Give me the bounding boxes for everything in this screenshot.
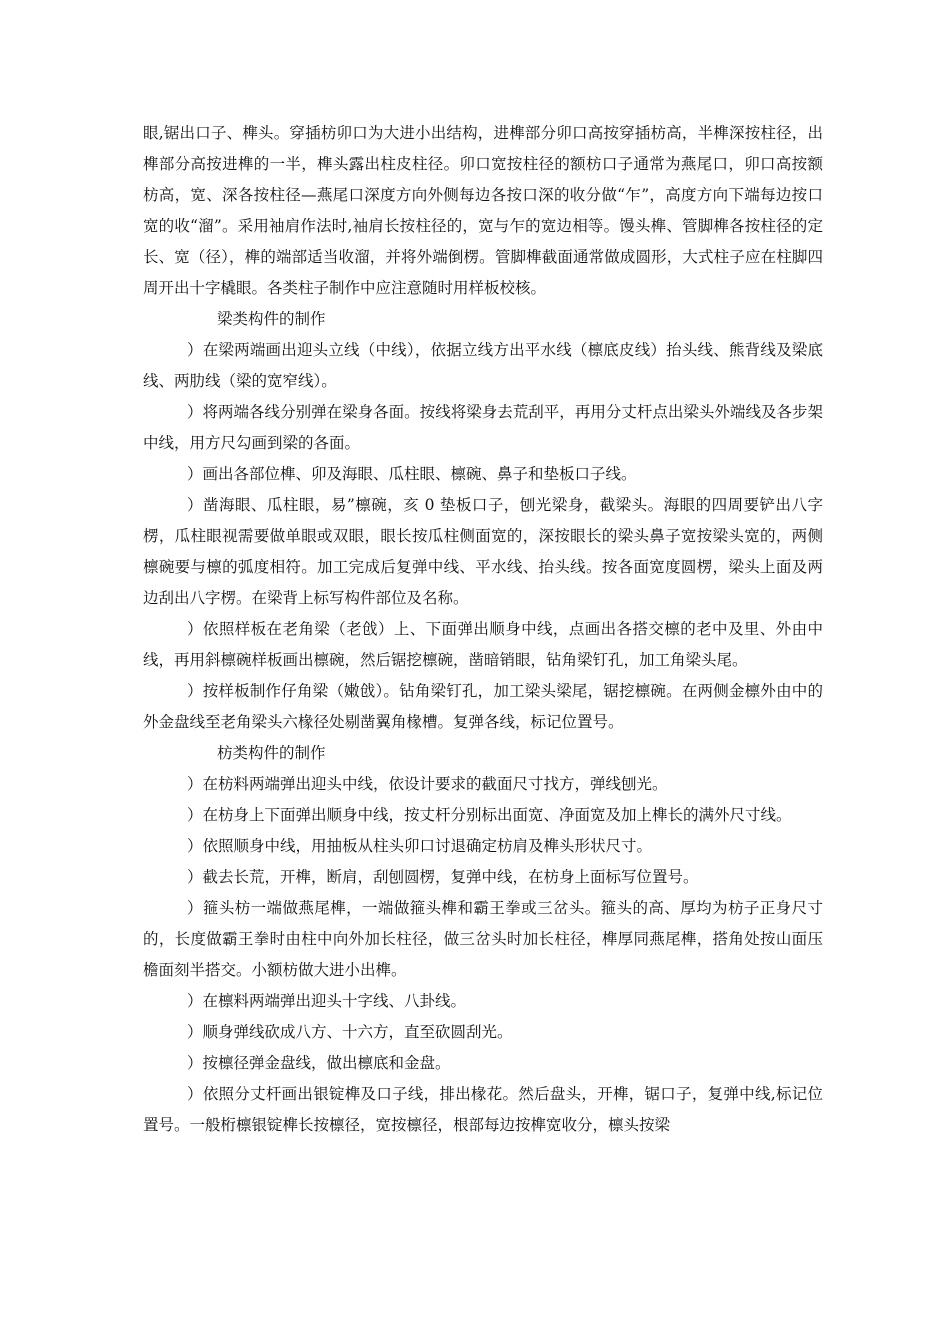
- list-item: ）画出各部位榫、卯及海眼、瓜柱眼、檩碗、鼻子和垫板口子线。: [187, 465, 637, 483]
- document-body: [143, 118, 823, 1141]
- list-item: ）在枋身上下面弹出顺身中线，按丈杆分别标出面宽、净面宽及加上榫长的满外尺寸线。: [187, 806, 792, 824]
- list-item: ）依照顺身中线，用抽板从柱头卯口讨退确定枋肩及榫头形状尺寸。: [187, 837, 653, 855]
- list-item: ）顺身弹线砍成八方、十六方，直至砍圆刮光。: [187, 1023, 513, 1041]
- list-item: ）截去长荒，开榫，断肩，刮刨圆楞，复弹中线，在枋身上面标写位置号。: [187, 868, 699, 886]
- list-item: ）依照样板在老角梁（老戗）上、下面弹出顺身中线，点画出各搭交檩的老中及里、外由中线，再用斜檩碗样板画出檩碗，然后锯挖檩碗，凿暗销眼，钻角梁钉孔，加工角梁头尾。: [143, 620, 823, 669]
- list-item: ）按样板制作仔角梁（嫩戗）。钻角梁钉孔，加工梁头梁尾，锯挖檩碗。在两侧金檩外由中的外金盘线至老角梁头六椽径处剔凿翼角椽槽。复弹各线，标记位置号。: [143, 682, 823, 731]
- section-heading-tie-beams: 枋类构件的制作: [217, 744, 326, 762]
- section-heading-beams: 梁类构件的制作: [217, 310, 326, 328]
- list-item: ）按檩径弹金盘线，做出檩底和金盘。: [187, 1054, 451, 1072]
- paragraph-column-joinery: 眼,锯出口子、榫头。穿插枋卯口为大进小出结构，进榫部分卯口高按穿插枋高，半榫深按柱径，出榫部分高按进榫的一半，榫头露出柱皮柱径。卯口宽按柱径的额枋口子通常为燕尾口，卯口高按额枋高，宽、深各按柱径—燕尾口深度方向外侧每边各按口深的收分做“乍”，高度方向下端每边按口宽的收“溜”。采用袖肩作法时,袖肩长按柱径的，宽与乍的宽边相等。馒头榫、管脚榫各按柱径的定长、宽（径），榫的端部适当收溜，并将外端倒楞。管脚榫截面通常做成圆形，大式柱子应在柱脚四周开出十字橇眼。各类柱子制作中应注意随时用样板校核。: [143, 124, 823, 297]
- list-item: ）依照分丈杆画出银锭榫及口子线，排出椽花。然后盘头，开榫，锯口子，复弹中线,标记位置号。一般桁檩银锭榫长按檩径，宽按檩径，根部每边按榫宽收分，檩头按梁: [143, 1085, 823, 1134]
- list-item: ）将两端各线分别弹在梁身各面。按线将梁身去荒刮平，再用分丈杆点出梁头外端线及各步架中线，用方尺勾画到梁的各面。: [143, 403, 823, 452]
- list-item: ）在檩料两端弹出迎头十字线、八卦线。: [187, 992, 467, 1010]
- list-item: ）在枋料两端弹出迎头中线，依设计要求的截面尺寸找方，弹线刨光。: [187, 775, 668, 793]
- list-item: ）箍头枋一端做燕尾榫，一端做箍头榫和霸王拳或三岔头。箍头的高、厚均为枋子正身尺寸的，长度做霸王拳时由柱中向外加长柱径，做三岔头时加长柱径，榫厚同燕尾榫，搭角处按山面压檐面刻半搭交。小额枋做大进小出榫。: [143, 899, 823, 979]
- list-item: ）在梁两端画出迎头立线（中线），依据立线方出平水线（檩底皮线）抬头线、熊背线及梁底线、两肋线（梁的宽窄线）。: [143, 341, 823, 390]
- list-item: ）凿海眼、瓜柱眼，易”檩碗，亥 0 垫板口子，刨光梁身，截梁头。海眼的四周要铲出八字楞，瓜柱眼视需要做单眼或双眼，眼长按瓜柱侧面宽的，深按眼长的梁头鼻子宽按梁头宽的，两侧檩碗要与檩的弧度相符。加工完成后复弹中线、平水线、抬头线。按各面宽度圆楞，梁头上面及两边刮出八字楞。在梁背上标写构件部位及名称。: [143, 496, 823, 607]
